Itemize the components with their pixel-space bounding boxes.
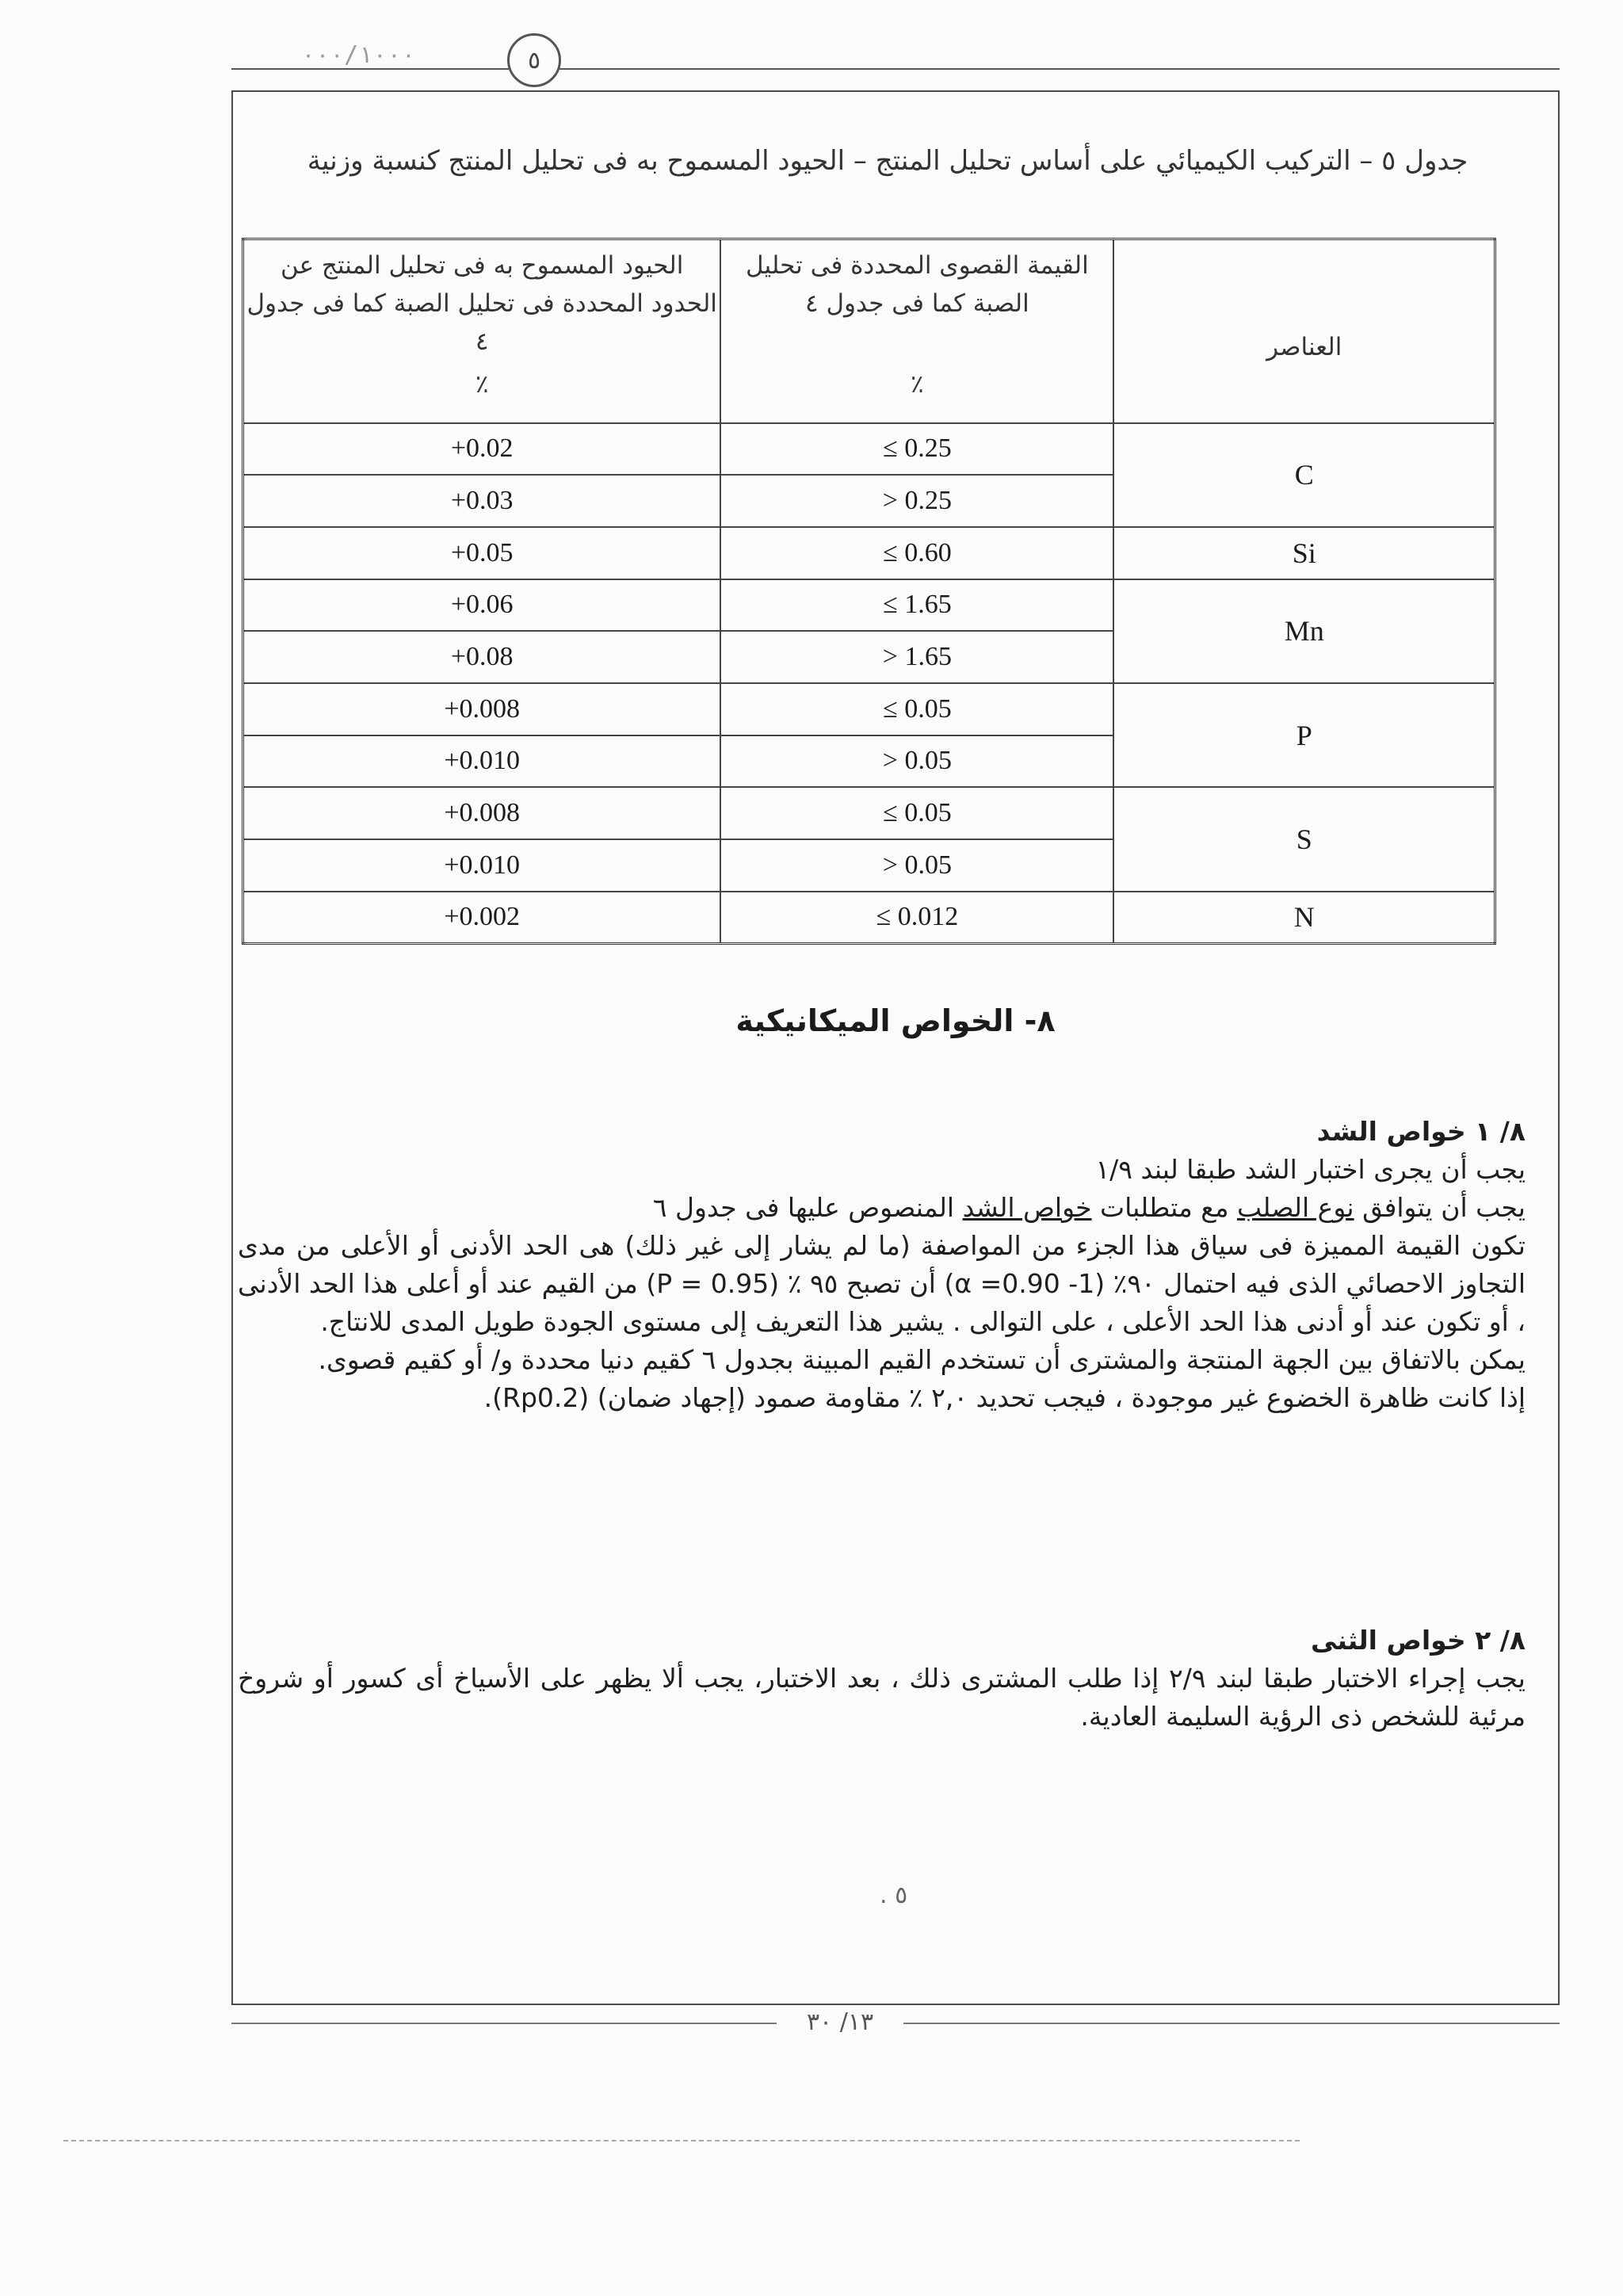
characteristic-value-paragraph: تكون القيمة المميزة فى سياق هذا الجزء من المواصفة (ما لم يشار إلى غير ذلك) هى الحد الأدنى أو الأعلى من مدى التجاوز الاحصائي الذى فيه احتمال ٩٠٪ (1- α =0.90) أن تصبح ٩٥ ٪ (P = 0.95) من القيم عند أو أعلى هذا الحد الأدنى ، أو تكون عند أو أدنى هذا الحد الأعلى ، على التوالى . يشير هذا التعريف إلى مستوى الجودة طويل المدى للانتاج. (238, 1230, 1526, 1337)
element-mn: Mn (1113, 579, 1495, 683)
bend-section (238, 1622, 1526, 1736)
table-caption: جدول ٥ – التركيب الكيميائي على أساس تحليل المنتج – الحيود المسموح به فى تحليل المنتج كنسبة وزنية (307, 145, 1468, 177)
tensile-section (238, 1113, 1526, 1417)
dev-si-1: +0.05 (243, 527, 721, 579)
max-mn-1: ≤ 1.65 (720, 579, 1113, 632)
logo-seal-icon: ٥ (507, 33, 561, 87)
header-deviation: الحيود المسموح به فى تحليل المنتج عن الحدود المحددة فى تحليل الصبة كما فى جدول ٤ ٪ (243, 239, 721, 423)
page-number: ١٣/ ٣٠ (777, 2008, 903, 2036)
chemical-deviation-table (242, 238, 1496, 945)
max-s-1: ≤ 0.05 (720, 787, 1113, 839)
header-max-value: القيمة القصوى المحددة فى تحليل الصبة كما فى جدول ٤ ٪ (720, 239, 1113, 423)
max-n-1: ≤ 0.012 (720, 892, 1113, 944)
bend-paragraph: يجب إجراء الاختبار طبقا لبند ٢/٩ إذا طلب المشترى ذلك ، بعد الاختبار، يجب ألا يظهر على الأسياخ أى كسور أو شروخ مرئية للشخص ذى الرؤية السليمة العادية. (238, 1663, 1526, 1732)
max-p-1: ≤ 0.05 (720, 683, 1113, 735)
tensile-line-1: يجب أن يجرى اختبار الشد طبقا لبند ١/٩ (1095, 1154, 1526, 1185)
header-elements: العناصر (1113, 239, 1495, 423)
element-p: P (1113, 683, 1495, 787)
dev-c-2: +0.03 (243, 475, 721, 527)
element-si: Si (1113, 527, 1495, 579)
tensile-line-2: يجب أن يتوافق نوع الصلب مع متطلبات خواص الشد المنصوص عليها فى جدول ٦ (652, 1192, 1526, 1223)
section-8-title: ٨- الخواص الميكانيكية (735, 1003, 1056, 1038)
dev-p-2: +0.010 (243, 735, 721, 788)
dev-mn-2: +0.08 (243, 631, 721, 683)
max-s-2: > 0.05 (720, 839, 1113, 892)
dev-s-1: +0.008 (243, 787, 721, 839)
header-rule (231, 68, 1560, 70)
page-mark: ٥ . (880, 1881, 908, 1909)
element-s: S (1113, 787, 1495, 891)
proof-stress-paragraph: إذا كانت ظاهرة الخضوع غير موجودة ، فيجب تحديد ٢,٠ ٪ مقاومة صمود (إجهاد ضمان) (Rp0.2). (483, 1382, 1526, 1413)
element-c: C (1113, 423, 1495, 527)
max-p-2: > 0.05 (720, 735, 1113, 788)
dev-s-2: +0.010 (243, 839, 721, 892)
dev-p-1: +0.008 (243, 683, 721, 735)
max-mn-2: > 1.65 (720, 631, 1113, 683)
max-c-1: ≤ 0.25 (720, 423, 1113, 476)
agreement-paragraph: يمكن بالاتفاق بين الجهة المنتجة والمشترى أن تستخدم القيم المبينة بجدول ٦ كقيم دنيا محددة و/ أو كقيم قصوى. (318, 1344, 1526, 1375)
bend-title: ٨/ ٢ خواص الثنى (1310, 1625, 1526, 1656)
dev-n-1: +0.002 (243, 892, 721, 944)
element-n: N (1113, 892, 1495, 944)
tensile-title: ٨/ ١ خواص الشد (1316, 1116, 1526, 1147)
max-c-2: > 0.25 (720, 475, 1113, 527)
page-reference: ٠٠٠/١٠٠٠ (301, 41, 416, 69)
dev-c-1: +0.02 (243, 423, 721, 476)
dev-mn-1: +0.06 (243, 579, 721, 632)
max-si-1: ≤ 0.60 (720, 527, 1113, 579)
scan-artifact-line (63, 2140, 1300, 2141)
